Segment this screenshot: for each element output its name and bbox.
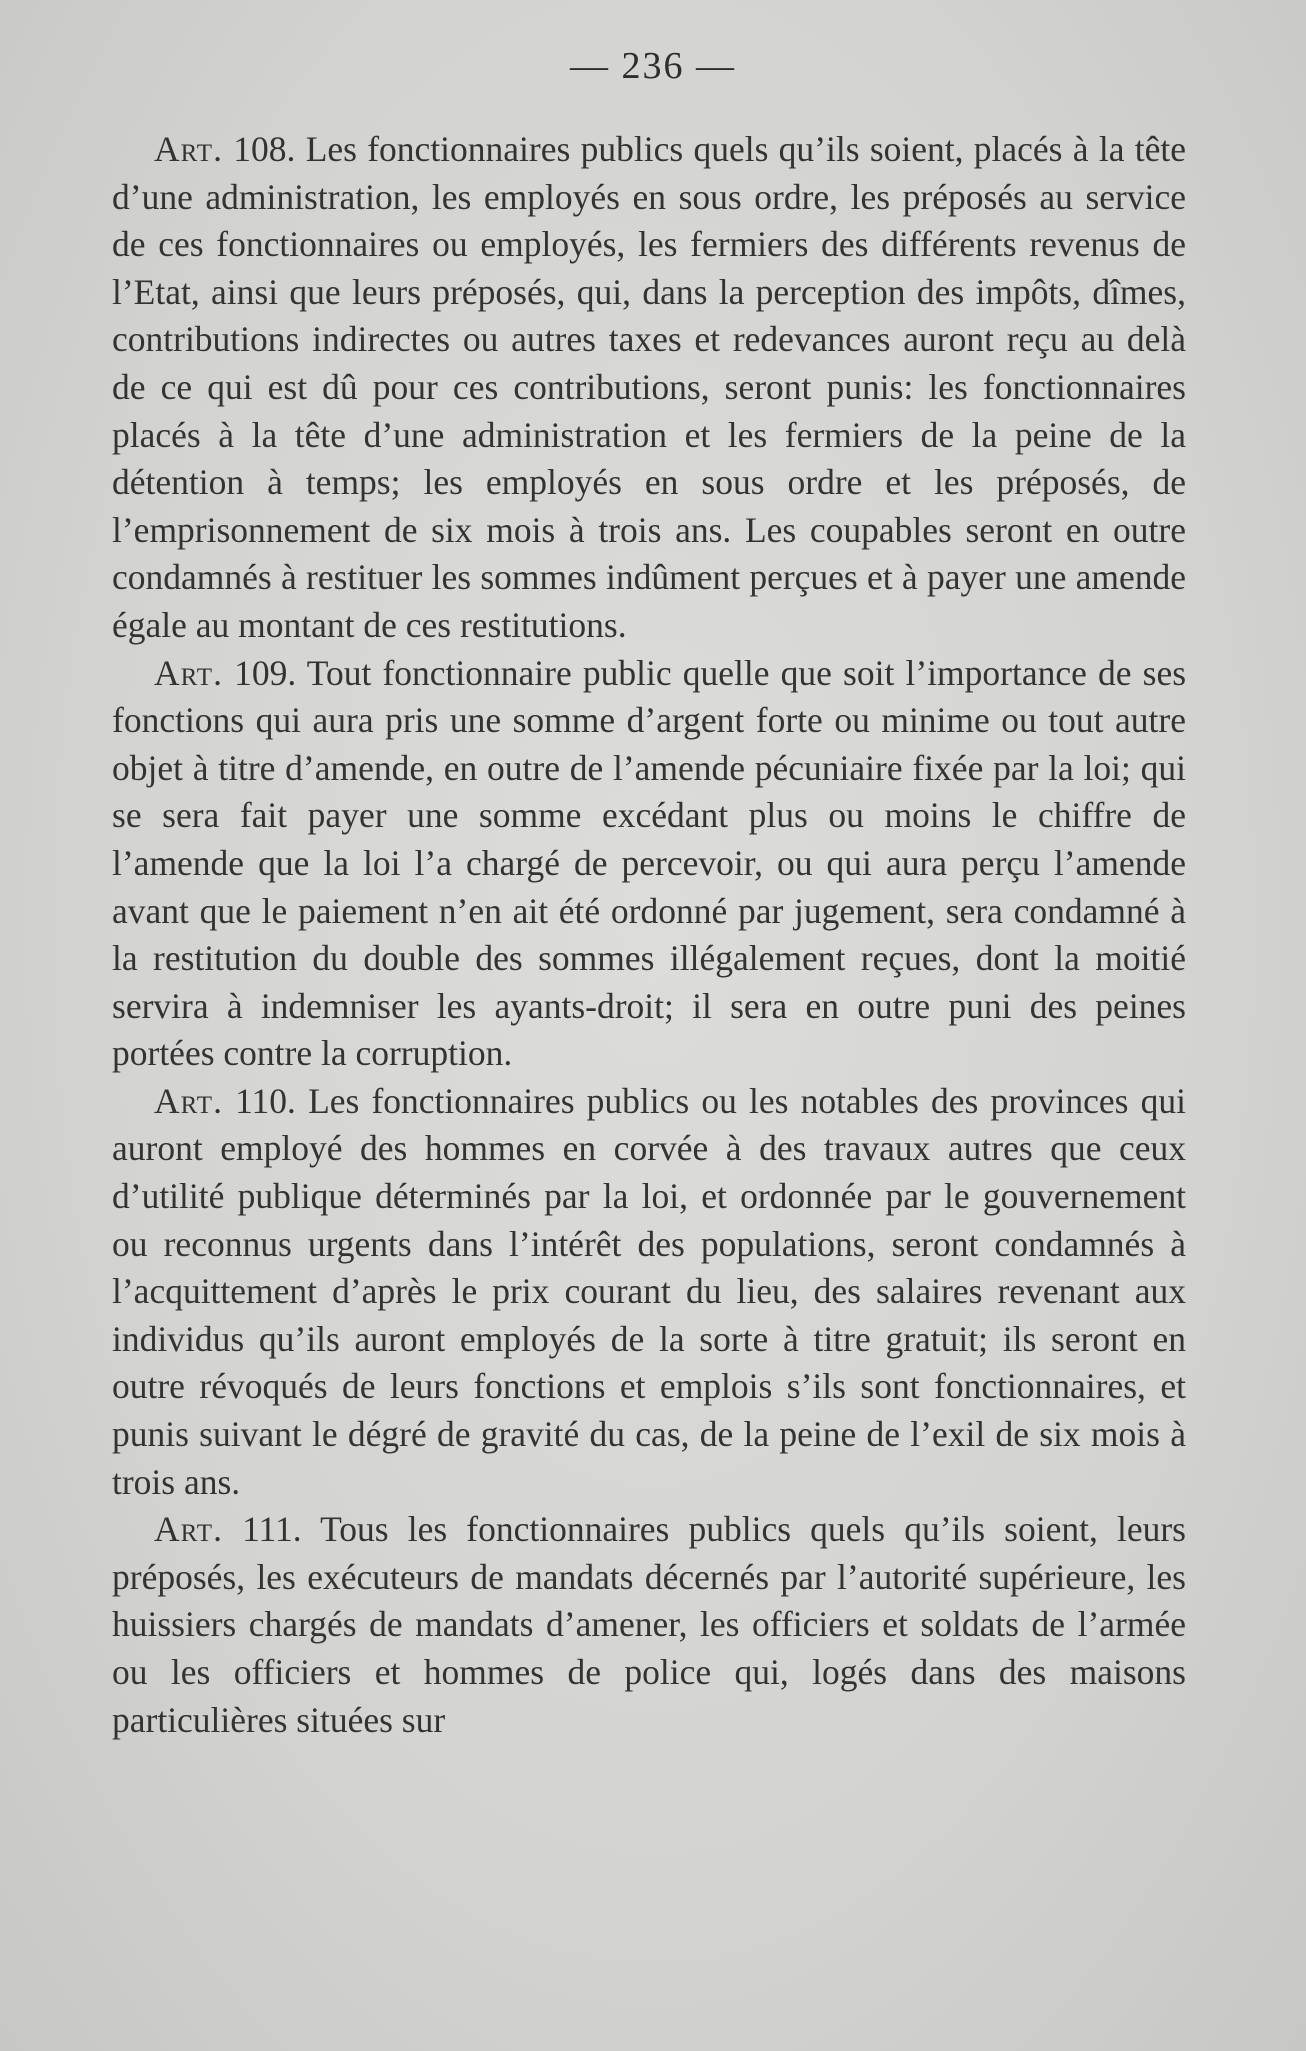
article-111 bbox=[112, 1506, 1186, 1744]
article-number: 108. bbox=[233, 129, 296, 169]
article-number: 111. bbox=[242, 1509, 302, 1550]
article-label: Art. bbox=[154, 652, 223, 693]
article-number: 109. bbox=[234, 652, 297, 693]
article-label: Art. bbox=[154, 129, 223, 169]
article-110 bbox=[112, 1078, 1186, 1506]
article-text: Tous les fonctionnaires publics quels qu’ils soient, leurs préposés, les exécuteurs de mandats décernés par l’autorité supérieure, les huissiers chargés de mandats d’amener, les officiers et soldats de l’armée ou les officiers et hommes de police qui, logés dans des maisons particulières situées sur bbox=[112, 1509, 1186, 1740]
page-number: — 236 — bbox=[570, 45, 736, 87]
article-label: Art. bbox=[154, 1509, 223, 1550]
article-text: Les fonctionnaires publics ou les notables des provinces qui auront employé des hommes en corvée à des travaux autres que ceux d’utilité publique déterminés par la loi, et ordonnée par le gouvernement ou reconnus urgents dans l’intérêt des populations, seront condamnés à l’acquittement d’après le prix courant du lieu, des salaires revenant aux individus qu’ils auront employés de la sorte à titre gratuit; ils seront en outre révoqués de leurs fonctions et emplois s’ils sont fonctionnaires, et punis suivant le dégré de gravité du cas, de la peine de l’exil de six mois à trois ans. bbox=[112, 1080, 1186, 1502]
article-number: 110. bbox=[235, 1080, 296, 1121]
article-text: Tout fonctionnaire public quelle que soit l’importance de ses fonctions qui aura pris une somme d’argent forte ou minime ou tout autre objet à titre d’amende, en outre de l’amende pécuniaire fixée par la loi; qui se sera fait payer une somme excédant plus ou moins le chiffre de l’amende que la loi l’a chargé de percevoir, ou qui aura perçu l’amende avant que le paiement n’en ait été ordonné par jugement, sera condamné à la restitution du double des sommes illégalement reçues, dont la moitié servira à indemniser les ayants-droit; il sera en outre puni des peines portées contre la corruption. bbox=[112, 652, 1187, 1074]
article-109 bbox=[112, 650, 1186, 1078]
article-108 bbox=[112, 126, 1186, 650]
body-text bbox=[112, 126, 1186, 1744]
article-label: Art. bbox=[154, 1080, 223, 1121]
article-text: Les fonctionnaires publics quels qu’ils soient, placés à la tête d’une administration, les employés en sous ordre, les préposés au service de ces fonctionnaires ou employés, les fermiers des différents revenus de l’Etat, ainsi que leurs préposés, qui, dans la perception des impôts, dîmes, contributions indirectes ou autres taxes et redevances auront reçu au delà de ce qui est dû pour ces contributions, seront punis: les fonctionnaires placés à la tête d’une administration et les fermiers de la peine de la détention à temps; les employés en sous ordre et les préposés, de l’emprisonnement de six mois à trois ans. Les coupables seront en outre condamnés à restituer les sommes indûment perçues et à payer une amende égale au montant de ces restitutions. bbox=[112, 129, 1187, 645]
